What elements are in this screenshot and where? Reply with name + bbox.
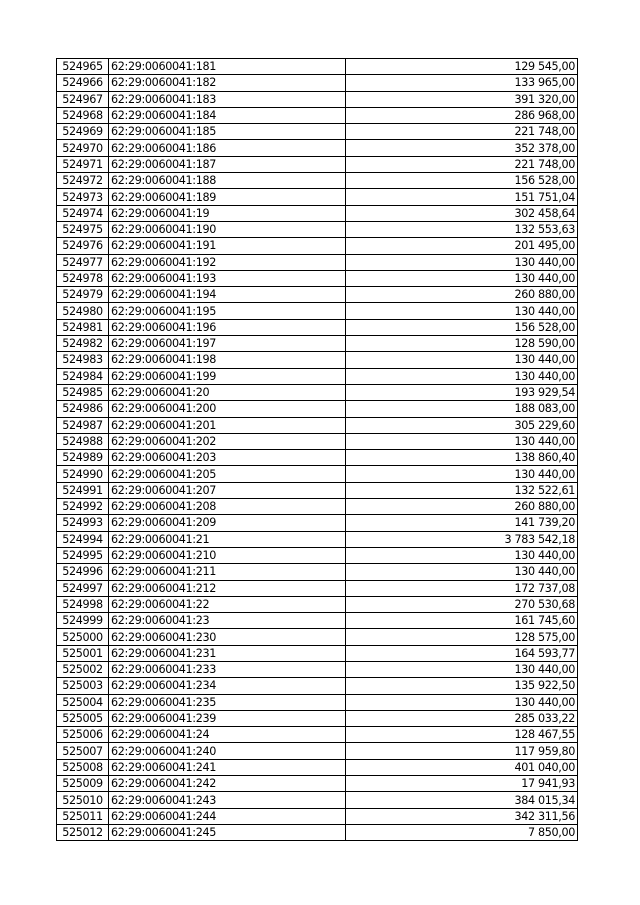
- cadastral-number-cell: 62:29:0060041:187: [109, 156, 346, 172]
- table-row: [57, 319, 578, 335]
- cadastral-value-cell: 391 320,00: [346, 91, 578, 107]
- table-row: [57, 189, 578, 205]
- table-row: [57, 466, 578, 482]
- table-row: [57, 91, 578, 107]
- cadastral-number-cell: 62:29:0060041:23: [109, 613, 346, 629]
- cadastral-value-cell: 270 530,68: [346, 596, 578, 612]
- row-number-cell: 524979: [57, 287, 109, 303]
- cadastral-value-cell: 384 015,34: [346, 792, 578, 808]
- table-row: [57, 303, 578, 319]
- table-row: [57, 140, 578, 156]
- table-row: [57, 173, 578, 189]
- row-number-cell: 525007: [57, 743, 109, 759]
- cadastral-value-cell: 130 440,00: [346, 466, 578, 482]
- cadastral-number-cell: 62:29:0060041:24: [109, 727, 346, 743]
- table-row: [57, 156, 578, 172]
- row-number-cell: 524999: [57, 613, 109, 629]
- table-row: [57, 270, 578, 286]
- cadastral-value-cell: 156 528,00: [346, 319, 578, 335]
- row-number-cell: 524993: [57, 515, 109, 531]
- cadastral-number-cell: 62:29:0060041:212: [109, 580, 346, 596]
- table-row: [57, 792, 578, 808]
- row-number-cell: 524991: [57, 482, 109, 498]
- cadastral-value-cell: 130 440,00: [346, 368, 578, 384]
- row-number-cell: 524997: [57, 580, 109, 596]
- table-row: [57, 564, 578, 580]
- table-row: [57, 482, 578, 498]
- table-row: [57, 336, 578, 352]
- cadastral-value-cell: 130 440,00: [346, 254, 578, 270]
- table-row: [57, 547, 578, 563]
- row-number-cell: 524996: [57, 564, 109, 580]
- row-number-cell: 524965: [57, 59, 109, 75]
- cadastral-value-cell: 260 880,00: [346, 499, 578, 515]
- cadastral-number-cell: 62:29:0060041:188: [109, 173, 346, 189]
- cadastral-number-cell: 62:29:0060041:234: [109, 678, 346, 694]
- cadastral-value-cell: 133 965,00: [346, 75, 578, 91]
- row-number-cell: 525004: [57, 694, 109, 710]
- table-row: [57, 759, 578, 775]
- cadastral-number-cell: 62:29:0060041:181: [109, 59, 346, 75]
- table-row: [57, 661, 578, 677]
- cadastral-number-cell: 62:29:0060041:192: [109, 254, 346, 270]
- table-row: [57, 531, 578, 547]
- row-number-cell: 525006: [57, 727, 109, 743]
- table-row: [57, 205, 578, 221]
- cadastral-number-cell: 62:29:0060041:241: [109, 759, 346, 775]
- table-row: [57, 238, 578, 254]
- cadastral-value-cell: 3 783 542,18: [346, 531, 578, 547]
- row-number-cell: 524968: [57, 107, 109, 123]
- cadastral-number-cell: 62:29:0060041:231: [109, 645, 346, 661]
- cadastral-number-cell: 62:29:0060041:209: [109, 515, 346, 531]
- cadastral-value-cell: 188 083,00: [346, 401, 578, 417]
- row-number-cell: 524971: [57, 156, 109, 172]
- cadastral-value-cell: 135 922,50: [346, 678, 578, 694]
- row-number-cell: 524982: [57, 336, 109, 352]
- table-row: [57, 580, 578, 596]
- table-row: [57, 254, 578, 270]
- cadastral-value-cell: 130 440,00: [346, 564, 578, 580]
- cadastral-number-cell: 62:29:0060041:193: [109, 270, 346, 286]
- row-number-cell: 524975: [57, 221, 109, 237]
- table-row: [57, 384, 578, 400]
- cadastral-number-cell: 62:29:0060041:244: [109, 808, 346, 824]
- cadastral-number-cell: 62:29:0060041:203: [109, 450, 346, 466]
- cadastral-value-cell: 201 495,00: [346, 238, 578, 254]
- row-number-cell: 525003: [57, 678, 109, 694]
- cadastral-value-cell: 285 033,22: [346, 710, 578, 726]
- cadastral-number-cell: 62:29:0060041:191: [109, 238, 346, 254]
- cadastral-value-cell: 342 311,56: [346, 808, 578, 824]
- row-number-cell: 524981: [57, 319, 109, 335]
- row-number-cell: 524988: [57, 433, 109, 449]
- row-number-cell: 524974: [57, 205, 109, 221]
- table-row: [57, 596, 578, 612]
- row-number-cell: 524987: [57, 417, 109, 433]
- cadastral-number-cell: 62:29:0060041:198: [109, 352, 346, 368]
- cadastral-number-cell: 62:29:0060041:183: [109, 91, 346, 107]
- table-row: [57, 433, 578, 449]
- table-row: [57, 368, 578, 384]
- row-number-cell: 524984: [57, 368, 109, 384]
- cadastral-number-cell: 62:29:0060041:235: [109, 694, 346, 710]
- table-row: [57, 352, 578, 368]
- cadastral-value-cell: 128 590,00: [346, 336, 578, 352]
- row-number-cell: 524966: [57, 75, 109, 91]
- cadastral-value-cell: 132 553,63: [346, 221, 578, 237]
- cadastral-number-cell: 62:29:0060041:202: [109, 433, 346, 449]
- cadastral-number-cell: 62:29:0060041:210: [109, 547, 346, 563]
- cadastral-number-cell: 62:29:0060041:205: [109, 466, 346, 482]
- table-row: [57, 401, 578, 417]
- cadastral-value-cell: 117 959,80: [346, 743, 578, 759]
- cadastral-value-cell: 221 748,00: [346, 124, 578, 140]
- cadastral-number-cell: 62:29:0060041:184: [109, 107, 346, 123]
- cadastral-number-cell: 62:29:0060041:21: [109, 531, 346, 547]
- row-number-cell: 524994: [57, 531, 109, 547]
- cadastral-number-cell: 62:29:0060041:230: [109, 629, 346, 645]
- cadastral-number-cell: 62:29:0060041:245: [109, 824, 346, 840]
- cadastral-value-cell: 130 440,00: [346, 694, 578, 710]
- table-row: [57, 629, 578, 645]
- table-row: [57, 499, 578, 515]
- table-row: [57, 515, 578, 531]
- cadastral-number-cell: 62:29:0060041:185: [109, 124, 346, 140]
- cadastral-value-cell: 286 968,00: [346, 107, 578, 123]
- cadastral-value-cell: 130 440,00: [346, 547, 578, 563]
- cadastral-number-cell: 62:29:0060041:240: [109, 743, 346, 759]
- row-number-cell: 524989: [57, 450, 109, 466]
- cadastral-value-cell: 129 545,00: [346, 59, 578, 75]
- row-number-cell: 524995: [57, 547, 109, 563]
- cadastral-value-cell: 138 860,40: [346, 450, 578, 466]
- table-row: [57, 450, 578, 466]
- cadastral-number-cell: 62:29:0060041:186: [109, 140, 346, 156]
- cadastral-value-cell: 302 458,64: [346, 205, 578, 221]
- row-number-cell: 525001: [57, 645, 109, 661]
- cadastral-number-cell: 62:29:0060041:199: [109, 368, 346, 384]
- row-number-cell: 525009: [57, 776, 109, 792]
- table-row: [57, 287, 578, 303]
- cadastral-value-cell: 132 522,61: [346, 482, 578, 498]
- table-row: [57, 694, 578, 710]
- cadastral-number-cell: 62:29:0060041:190: [109, 221, 346, 237]
- cadastral-number-cell: 62:29:0060041:233: [109, 661, 346, 677]
- cadastral-number-cell: 62:29:0060041:189: [109, 189, 346, 205]
- row-number-cell: 524970: [57, 140, 109, 156]
- cadastral-number-cell: 62:29:0060041:197: [109, 336, 346, 352]
- cadastral-value-cell: 17 941,93: [346, 776, 578, 792]
- cadastral-value-cell: 130 440,00: [346, 270, 578, 286]
- row-number-cell: 525008: [57, 759, 109, 775]
- cadastral-number-cell: 62:29:0060041:201: [109, 417, 346, 433]
- cadastral-value-cell: 193 929,54: [346, 384, 578, 400]
- cadastral-number-cell: 62:29:0060041:207: [109, 482, 346, 498]
- cadastral-number-cell: 62:29:0060041:242: [109, 776, 346, 792]
- row-number-cell: 524976: [57, 238, 109, 254]
- cadastral-number-cell: 62:29:0060041:208: [109, 499, 346, 515]
- cadastral-value-cell: 130 440,00: [346, 352, 578, 368]
- cadastral-value-cell: 141 739,20: [346, 515, 578, 531]
- row-number-cell: 524983: [57, 352, 109, 368]
- cadastral-value-cell: 156 528,00: [346, 173, 578, 189]
- row-number-cell: 525005: [57, 710, 109, 726]
- cadastral-number-cell: 62:29:0060041:22: [109, 596, 346, 612]
- table-row: [57, 59, 578, 75]
- row-number-cell: 525002: [57, 661, 109, 677]
- table-row: [57, 678, 578, 694]
- row-number-cell: 524985: [57, 384, 109, 400]
- row-number-cell: 525000: [57, 629, 109, 645]
- row-number-cell: 524969: [57, 124, 109, 140]
- cadastral-value-cell: 130 440,00: [346, 433, 578, 449]
- row-number-cell: 524980: [57, 303, 109, 319]
- table-row: [57, 417, 578, 433]
- table-row: [57, 124, 578, 140]
- table-row: [57, 107, 578, 123]
- cadastral-number-cell: 62:29:0060041:196: [109, 319, 346, 335]
- cadastral-value-cell: 161 745,60: [346, 613, 578, 629]
- cadastral-value-cell: 221 748,00: [346, 156, 578, 172]
- table-row: [57, 221, 578, 237]
- table-row: [57, 727, 578, 743]
- cadastral-number-cell: 62:29:0060041:211: [109, 564, 346, 580]
- row-number-cell: 524990: [57, 466, 109, 482]
- row-number-cell: 524998: [57, 596, 109, 612]
- row-number-cell: 524986: [57, 401, 109, 417]
- row-number-cell: 524972: [57, 173, 109, 189]
- row-number-cell: 524973: [57, 189, 109, 205]
- table-row: [57, 613, 578, 629]
- cadastral-value-cell: 352 378,00: [346, 140, 578, 156]
- cadastral-value-cell: 151 751,04: [346, 189, 578, 205]
- table-row: [57, 776, 578, 792]
- cadastral-value-cell: 130 440,00: [346, 661, 578, 677]
- cadastral-value-cell: 128 575,00: [346, 629, 578, 645]
- row-number-cell: 524992: [57, 499, 109, 515]
- cadastral-number-cell: 62:29:0060041:20: [109, 384, 346, 400]
- table-row: [57, 824, 578, 840]
- row-number-cell: 525011: [57, 808, 109, 824]
- cadastral-value-cell: 305 229,60: [346, 417, 578, 433]
- table-body: [57, 59, 578, 841]
- row-number-cell: 525010: [57, 792, 109, 808]
- row-number-cell: 524967: [57, 91, 109, 107]
- cadastral-number-cell: 62:29:0060041:19: [109, 205, 346, 221]
- cadastral-value-cell: 401 040,00: [346, 759, 578, 775]
- table-row: [57, 75, 578, 91]
- cadastral-value-cell: 172 737,08: [346, 580, 578, 596]
- table-row: [57, 710, 578, 726]
- cadastral-value-cell: 7 850,00: [346, 824, 578, 840]
- cadastral-number-cell: 62:29:0060041:243: [109, 792, 346, 808]
- cadastral-value-cell: 128 467,55: [346, 727, 578, 743]
- table-row: [57, 808, 578, 824]
- cadastral-number-cell: 62:29:0060041:182: [109, 75, 346, 91]
- cadastral-number-cell: 62:29:0060041:239: [109, 710, 346, 726]
- cadastral-number-cell: 62:29:0060041:200: [109, 401, 346, 417]
- cadastral-value-cell: 164 593,77: [346, 645, 578, 661]
- cadastral-number-cell: 62:29:0060041:195: [109, 303, 346, 319]
- cadastral-value-cell: 130 440,00: [346, 303, 578, 319]
- cadastral-value-cell: 260 880,00: [346, 287, 578, 303]
- table-row: [57, 743, 578, 759]
- row-number-cell: 525012: [57, 824, 109, 840]
- row-number-cell: 524977: [57, 254, 109, 270]
- table-row: [57, 645, 578, 661]
- row-number-cell: 524978: [57, 270, 109, 286]
- cadastral-value-table: [56, 58, 578, 841]
- cadastral-number-cell: 62:29:0060041:194: [109, 287, 346, 303]
